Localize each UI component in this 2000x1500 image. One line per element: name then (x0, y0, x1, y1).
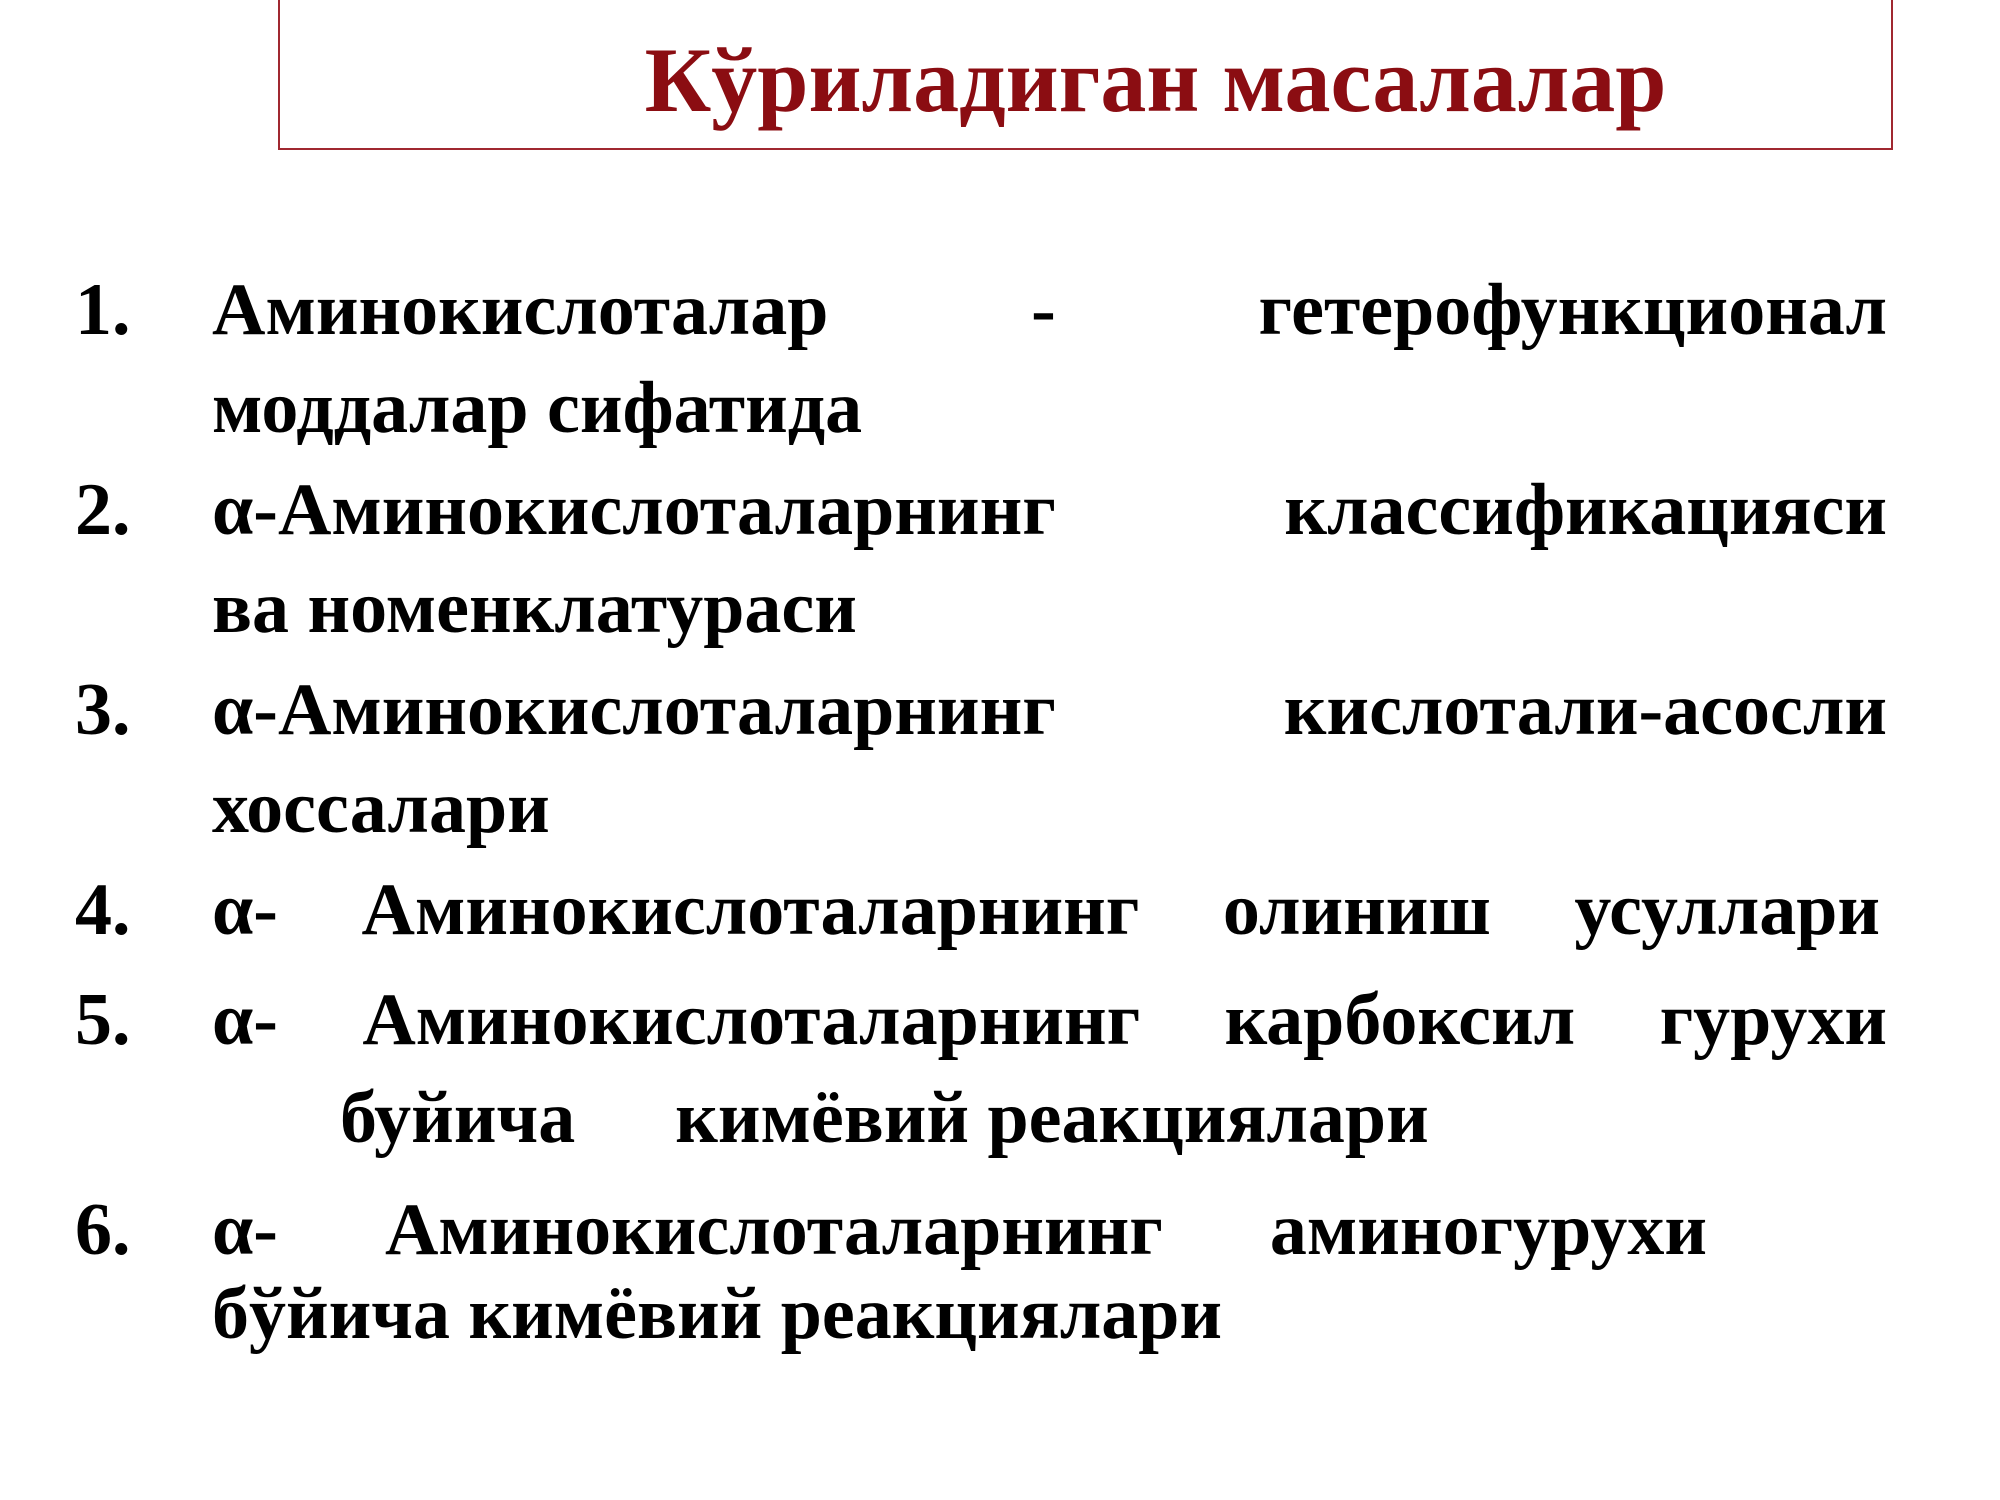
item-text-line1: α-Аминокислоталарнинг кислотали-асосли (212, 669, 1887, 751)
item-text-line2: хоссалари (212, 767, 550, 849)
item-number: 5. (75, 979, 131, 1061)
item-text-line2-part2: кимёвий реакциялари (675, 1077, 1429, 1159)
item-text-line2: моддалар сифатида (212, 367, 863, 449)
title-box (278, 0, 1893, 150)
item-text-line2: бўйича кимёвий реакциялари (212, 1273, 1223, 1355)
item-number: 4. (75, 869, 131, 951)
item-number: 3. (75, 669, 131, 751)
item-text-line1: α-Аминокислоталарнинг классификацияси (212, 469, 1887, 551)
slide-title: Кўриладиган масалалар (644, 29, 1667, 131)
item-text-line2-part1: буйича (340, 1077, 576, 1159)
item-text-line1: α- Аминокислоталарнинг карбоксил гурухи (212, 979, 1887, 1061)
item-number: 1. (75, 269, 131, 351)
item-text-line1: α- Аминокислоталарнинг аминогурухи (212, 1189, 1707, 1271)
item-text-line1: Аминокислоталар - гетерофункционал (212, 269, 1887, 351)
item-text-line2 (340, 1078, 1429, 1158)
item-text-line1: α- Аминокислоталарнинг олиниш усуллари (212, 869, 1880, 951)
item-number: 2. (75, 469, 131, 551)
item-number: 6. (75, 1189, 131, 1271)
item-text-line2: ва номенклатураси (212, 567, 857, 649)
